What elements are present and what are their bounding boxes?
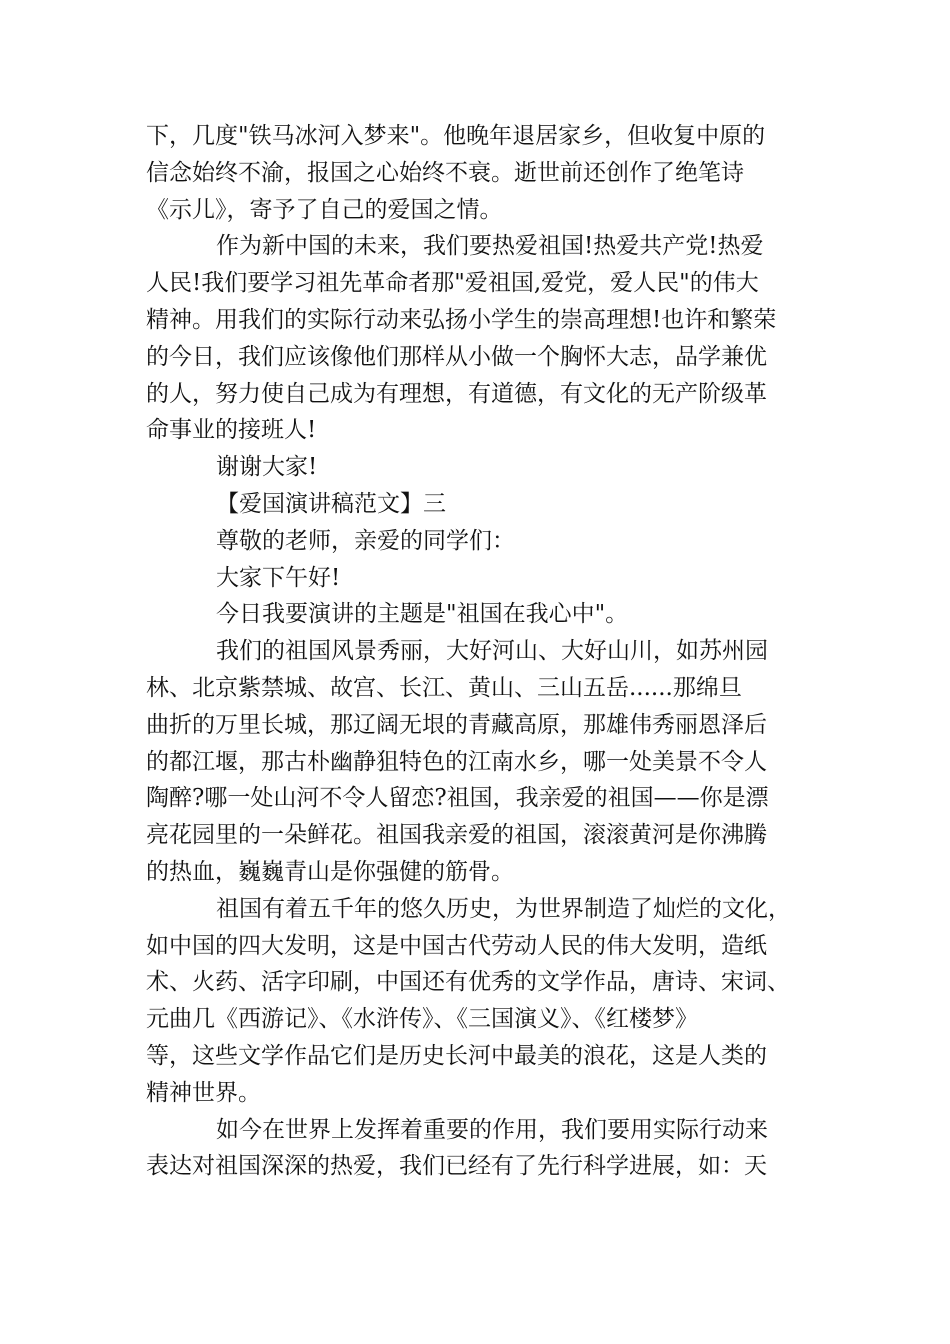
text-line: 命事业的接班人! [146,417,317,444]
text-line: 作为新中国的未来，我们要热爱祖国!热爱共产党!热爱 [216,233,764,260]
text-line: 如中国的四大发明，这是中国古代劳动人民的伟大发明，造纸 [146,932,767,959]
text-line: 陶醉?哪一处山河不令人留恋?祖国，我亲爱的祖国——你是漂 [146,785,769,812]
text-line: 表达对祖国深深的热爱，我们已经有了先行科学进展，如：天 [146,1153,767,1180]
body-text [146,118,796,1185]
text-line: 的都江堰，那古朴幽静狙特色的江南水乡，哪一处美景不令人 [146,748,767,775]
text-line: 如今在世界上发挥着重要的作用，我们要用实际行动来 [216,1116,768,1143]
text-line: 大家下午好! [216,564,341,591]
text-line: 谢谢大家! [216,454,318,481]
text-line: 我们的祖国风景秀丽，大好河山、大好山川，如苏州园 [216,638,768,665]
text-line: 元曲几《西游记》、《水浒传》、《三国演义》、《红楼梦》 [146,1006,698,1033]
text-line: 《示儿》，寄予了自己的爱国之情。 [146,196,503,223]
text-line: 等，这些文学作品它们是历史长河中最美的浪花，这是人类的 [146,1042,767,1069]
text-line: 曲折的万里长城，那辽阔无垠的青藏高原，那雄伟秀丽恩泽后 [146,711,767,738]
text-line: 今日我要演讲的主题是"祖国在我心中"。 [216,601,629,628]
text-line: 林、北京紫禁城、故宫、长江、黄山、三山五岳......那绵旦 [146,674,742,701]
text-line: 精神。用我们的实际行动来弘扬小学生的崇高理想!也许和繁荣 [146,306,777,333]
text-line: 亮花园里的一朵鲜花。祖国我亲爱的祖国，滚滚黄河是你沸腾 [146,822,767,849]
text-line: 尊敬的老师，亲爱的同学们： [216,527,515,554]
text-line: 信念始终不渝，报国之心始终不衰。逝世前还创作了绝笔诗 [146,159,744,186]
text-line: 下，几度"铁马冰河入梦来"。他晚年退居家乡，但收复中原的 [146,123,766,149]
text-line: 的今日，我们应该像他们那样从小做一个胸怀大志，品学兼优 [146,343,767,370]
text-line: 术、火药、活字印刷，中国还有优秀的文学作品，唐诗、宋词、 [146,969,790,996]
text-line: 人民!我们要学习祖先革命者那"爱祖国,爱党，爱人民"的伟大 [146,270,759,297]
text-line: 的人，努力使自己成为有理想，有道德，有文化的无产阶级革 [146,380,767,407]
text-line: 的热血，巍巍青山是你强健的筋骨。 [146,858,514,885]
text-line: 祖国有着五千年的悠久历史，为世界制造了灿烂的文化， [216,895,791,922]
text-line: 精神世界。 [146,1079,261,1106]
text-line: 【爱国演讲稿范文】三 [216,490,446,517]
